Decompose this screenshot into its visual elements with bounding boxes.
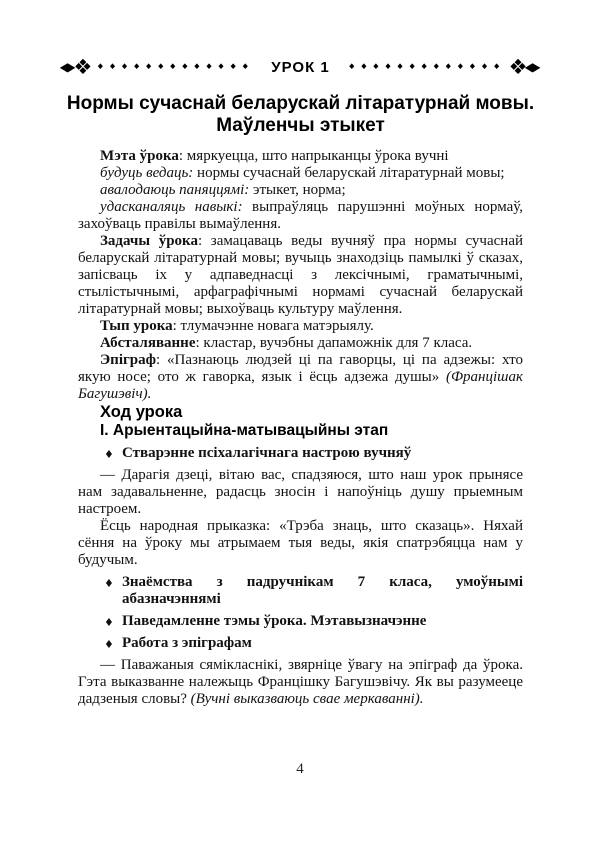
activity-label: Знаёмства з падручнікам 7 класа, умоўнымі абазначэннямі xyxy=(122,574,523,607)
lesson-title xyxy=(64,93,537,136)
skills-text: выпраўляць парушэнні моўных нормаў, захоўваць правілы вымаўлення. xyxy=(78,199,523,232)
lesson-type-label: Тып урока xyxy=(100,318,173,334)
activity-topic-announcement xyxy=(78,613,523,630)
dialogue-text: — Паважаныя сямікласнікі, звярніце ўвагу на эпіграф да ўрока. Гэта выказванне належыць Францішку Багушэвічу. Як вы разумееце дадзеныя словы? xyxy=(78,657,523,707)
dialogue-note: (Вучні выказваюць свае меркаванні). xyxy=(190,691,424,707)
header-ornament-right xyxy=(347,54,541,79)
activity-label: Паведамленне тэмы ўрока. Мэтавызначэнне xyxy=(122,613,427,629)
will-know-label: будуць ведаць: xyxy=(100,165,194,181)
diamond-cluster-icon: ❖ xyxy=(73,54,93,79)
goal-label: Мэта ўрока xyxy=(100,148,179,164)
will-know-paragraph xyxy=(78,165,523,182)
tasks-label: Задачы ўрока xyxy=(100,233,198,249)
equipment-paragraph xyxy=(78,335,523,352)
teacher-dialogue-2: Ёсць народная прыказка: «Трэба знаць, што сказаць». Няхай сёння на ўроку мы атрымаем тыя веды, якія спатрэбяцца нам у будучым. xyxy=(78,518,523,568)
diamond-icon: ◆ xyxy=(60,59,76,74)
lesson-title-line1: Нормы сучаснай беларускай літаратурнай мовы. xyxy=(66,93,535,114)
stage1-heading: I. Арыентацыйна-матывацыйны этап xyxy=(100,422,389,439)
course-heading: Ход урока xyxy=(100,403,183,421)
diamond-chain-icon: ♦♦♦♦♦♦♦♦♦♦♦♦♦ xyxy=(347,62,505,71)
diamond-chain-icon: ♦♦♦♦♦♦♦♦♦♦♦♦♦ xyxy=(96,62,254,71)
epigraph-paragraph xyxy=(78,352,523,403)
teacher-dialogue-3 xyxy=(78,657,523,708)
activity-label: Стварэнне псіхалагічнага настрою вучняў xyxy=(122,445,412,461)
bullet-diamond-icon: ♦ xyxy=(104,577,114,590)
tasks-paragraph xyxy=(78,233,523,318)
teacher-dialogue-1: — Дарагія дзеці, вітаю вас, спадзяюся, што наш урок прынясе нам задавальненне, радасць зносін і напоўніць душу прыемным настроем. xyxy=(78,467,523,517)
goal-paragraph xyxy=(78,148,523,165)
lesson-plan-section xyxy=(78,148,523,708)
bullet-diamond-icon: ♦ xyxy=(104,638,114,651)
tasks-text: : замацаваць веды вучняў пра нормы сучаснай беларускай літаратурнай мовы; вучыць знаходзіць памылкі ў сказах, запісваць іх у адпаведнасці з лексічнымі, граматычнымі, стылістычнымі, арфаграфічнымі нормамі сучаснай беларускай літаратурнай мовы; выхоўваць культуру маўлення. xyxy=(78,233,524,317)
goal-text: : мяркуецца, што напрыканцы ўрока вучні xyxy=(178,148,449,164)
lesson-number-label: УРОК 1 xyxy=(271,58,330,76)
skills-label: удасканаляць навыкі: xyxy=(100,199,243,215)
bullet-diamond-icon: ♦ xyxy=(104,448,114,461)
diamond-cluster-icon: ❖ xyxy=(508,54,528,79)
epigraph-text: : «Пазнаюць людзей ці па гаворцы, ці па адзежы: хто якую носе; ото ж гаворка, язык і ёсць адзежа душы» xyxy=(78,352,523,385)
page-number: 4 xyxy=(296,761,304,777)
activity-psych-mood xyxy=(78,445,523,462)
equipment-label: Абсталяванне xyxy=(100,335,196,351)
concepts-paragraph xyxy=(78,182,523,199)
will-know-text: нормы сучаснай беларускай літаратурнай мовы; xyxy=(193,165,505,181)
lesson-type-text: : тлумачэнне новага матэрыялу. xyxy=(172,318,374,334)
epigraph-label: Эпіграф xyxy=(100,352,157,368)
activity-epigraph-work xyxy=(78,635,523,652)
bullet-diamond-icon: ♦ xyxy=(104,616,114,629)
header-ornament-left xyxy=(60,54,254,79)
skills-paragraph xyxy=(78,199,523,233)
concepts-label: авалодаюць паняццямі: xyxy=(100,182,250,198)
lesson-title-line2: Маўленчы этыкет xyxy=(216,114,385,136)
diamond-icon: ◆ xyxy=(525,59,541,74)
activity-textbook-intro xyxy=(78,574,523,608)
lesson-header xyxy=(60,54,541,79)
activity-label: Работа з эпіграфам xyxy=(122,635,252,651)
epigraph-author: (Францішак Багушэвіч). xyxy=(78,369,523,402)
equipment-text: : кластар, вучэбны дапаможнік для 7 класа. xyxy=(195,335,473,351)
lesson-type-paragraph xyxy=(78,318,523,335)
concepts-text: этыкет, норма; xyxy=(249,182,346,198)
